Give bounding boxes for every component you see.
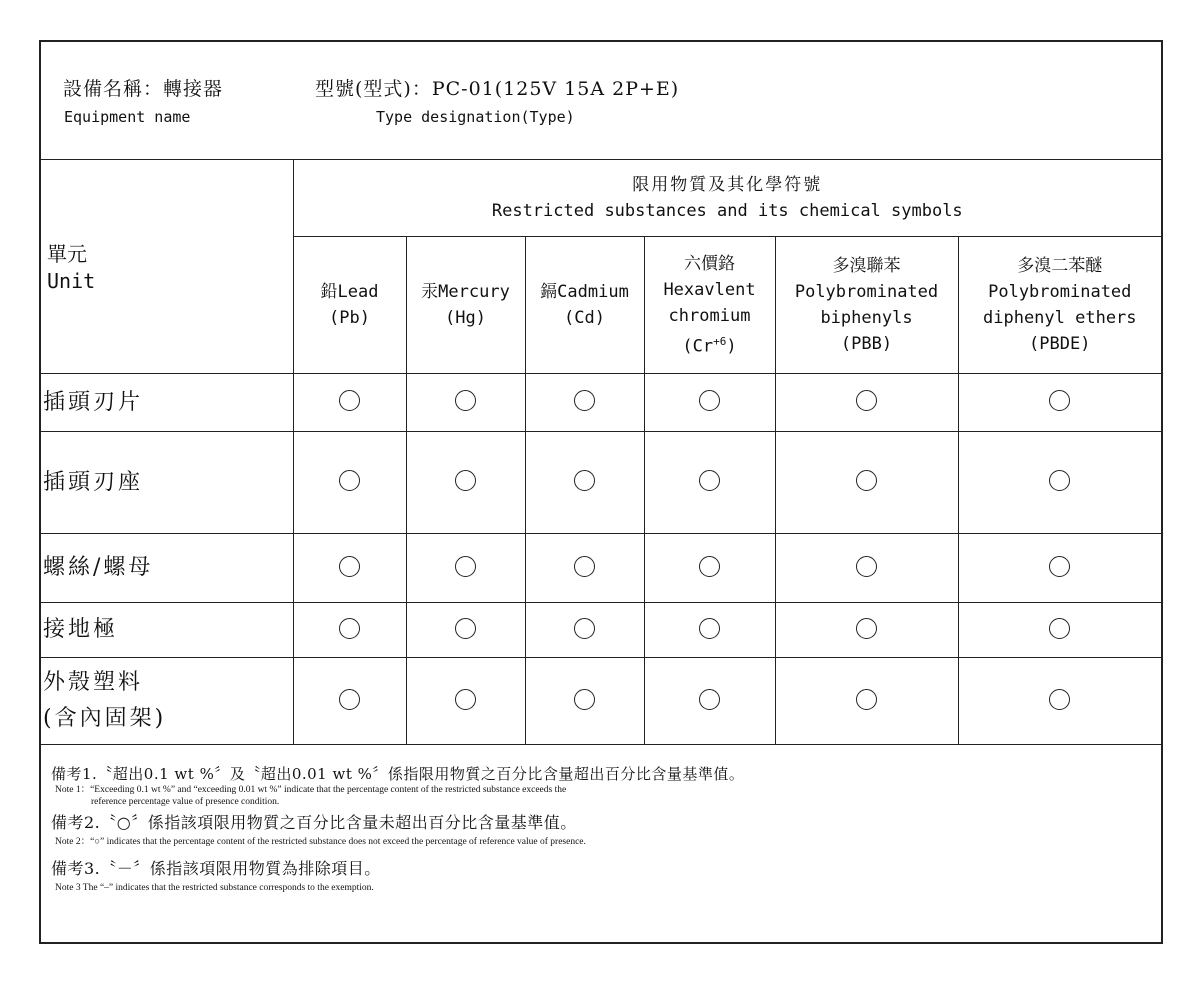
cell-cadmium-mark xyxy=(525,658,644,745)
column-pbb-zh: 多溴聯苯 xyxy=(832,256,901,276)
circle-mark-icon xyxy=(699,470,720,491)
circle-mark-icon xyxy=(1049,556,1070,577)
circle-mark-icon xyxy=(856,689,877,710)
row-label: 插頭刃片 xyxy=(41,374,293,432)
column-pbde-en-2: diphenyl ethers xyxy=(983,308,1137,328)
circle-mark-icon xyxy=(455,689,476,710)
cell-lead-mark xyxy=(293,603,406,658)
circle-mark-icon xyxy=(1049,689,1070,710)
cell-pbb-mark xyxy=(775,658,958,745)
circle-mark-icon xyxy=(455,618,476,639)
column-cadmium-symbol: (Cd) xyxy=(564,308,605,328)
column-mercury-symbol: (Hg) xyxy=(445,308,486,328)
note-3-zh: 備考3.〝－〞係指該項限用物質為排除項目。 xyxy=(51,859,381,878)
chromium-symbol-charge: +6 xyxy=(713,334,727,348)
restricted-substances-en: Restricted substances and its chemical symbols xyxy=(491,201,963,221)
circle-mark-icon xyxy=(574,390,595,411)
cell-pbb-mark xyxy=(775,603,958,658)
cell-pbde-mark xyxy=(958,603,1161,658)
restricted-substances-zh: 限用物質及其化學符號 xyxy=(632,175,823,195)
note-3-en: Note 3 The “–” indicates that the restricted substance corresponds to the exemption. xyxy=(55,883,374,893)
table-row xyxy=(41,658,1161,745)
circle-mark-icon xyxy=(574,556,595,577)
circle-mark-icon xyxy=(699,556,720,577)
cell-chromium-mark xyxy=(644,658,775,745)
row-label-line2: (含內固架) xyxy=(43,706,167,731)
column-cadmium xyxy=(525,237,644,374)
circle-mark-icon xyxy=(339,470,360,491)
circle-mark-icon xyxy=(856,390,877,411)
circle-mark-icon xyxy=(339,618,360,639)
note-1-en: Note 1：“Exceeding 0.1 wt %” and “exceeding 0.01 wt %” indicate that the percentage content of the restricted substance exceeds the xyxy=(55,785,567,795)
column-pbb-en-2: biphenyls xyxy=(820,308,913,328)
circle-mark-icon xyxy=(856,618,877,639)
cell-pbb-mark xyxy=(775,374,958,432)
unit-header-zh: 單元 xyxy=(47,241,87,266)
row-label: 插頭刃座 xyxy=(41,432,293,534)
table-row xyxy=(41,374,1161,432)
column-chromium-en-1: Hexavlent xyxy=(663,279,756,300)
circle-mark-icon xyxy=(699,618,720,639)
cell-cadmium-mark xyxy=(525,374,644,432)
cell-pbde-mark xyxy=(958,432,1161,534)
column-chromium-en-2: chromium xyxy=(668,305,751,326)
column-pbde xyxy=(958,237,1161,374)
circle-mark-icon xyxy=(574,689,595,710)
cell-cadmium-mark xyxy=(525,603,644,658)
cell-lead-mark xyxy=(293,374,406,432)
cell-pbb-mark xyxy=(775,534,958,603)
cell-lead-mark xyxy=(293,432,406,534)
column-mercury-name: 汞Mercury xyxy=(421,282,510,302)
note-1-zh: 備考1.〝超出0.1 wt %〞及〝超出0.01 wt %〞係指限用物質之百分比含量超出百分比含量基準值。 xyxy=(51,765,745,783)
cell-mercury-mark xyxy=(406,658,525,745)
cell-chromium-mark xyxy=(644,374,775,432)
type-designation-en: Type designation(Type) xyxy=(376,108,575,126)
cell-lead-mark xyxy=(293,534,406,603)
cell-cadmium-mark xyxy=(525,432,644,534)
cell-lead-mark xyxy=(293,658,406,745)
cell-cadmium-mark xyxy=(525,534,644,603)
column-chromium-zh: 六價鉻 xyxy=(684,253,735,274)
column-hexavalent-chromium xyxy=(644,237,775,374)
column-pbb-symbol: (PBB) xyxy=(840,334,893,354)
column-lead xyxy=(293,237,406,374)
table-row xyxy=(41,603,1161,658)
column-lead-name: 鉛Lead xyxy=(320,282,379,302)
row-label xyxy=(41,658,293,745)
column-pbb-en-1: Polybrominated xyxy=(794,282,939,302)
cell-mercury-mark xyxy=(406,603,525,658)
cell-pbb-mark xyxy=(775,432,958,534)
cell-pbde-mark xyxy=(958,534,1161,603)
circle-mark-icon xyxy=(574,618,595,639)
circle-mark-icon xyxy=(455,390,476,411)
cell-chromium-mark xyxy=(644,534,775,603)
column-pbde-zh: 多溴二苯醚 xyxy=(1017,256,1103,276)
column-chromium-symbol xyxy=(645,329,775,360)
table-row xyxy=(41,534,1161,603)
cell-pbde-mark xyxy=(958,658,1161,745)
circle-mark-icon xyxy=(574,470,595,491)
type-designation-zh: 型號(型式)：PC-01(125V 15A 2P+E) xyxy=(315,78,680,100)
equipment-name-en: Equipment name xyxy=(64,108,191,126)
circle-mark-icon xyxy=(1049,618,1070,639)
circle-mark-icon xyxy=(455,470,476,491)
circle-mark-icon xyxy=(339,390,360,411)
restricted-substances-table xyxy=(41,159,1161,745)
chromium-symbol-close: ) xyxy=(726,336,737,357)
circle-mark-icon xyxy=(699,689,720,710)
note-2-en: Note 2：“○” indicates that the percentage content of the restricted substance does not exceed the percentage of reference value of presence. xyxy=(55,837,586,847)
column-lead-symbol: (Pb) xyxy=(329,308,370,328)
cell-chromium-mark xyxy=(644,432,775,534)
cell-mercury-mark xyxy=(406,534,525,603)
column-pbb xyxy=(775,237,958,374)
column-pbde-symbol: (PBDE) xyxy=(1029,334,1091,354)
equipment-name-zh: 設備名稱：轉接器 xyxy=(63,78,224,100)
circle-mark-icon xyxy=(455,556,476,577)
circle-mark-icon xyxy=(856,556,877,577)
row-label: 螺絲/螺母 xyxy=(41,534,293,603)
circle-mark-icon xyxy=(1049,470,1070,491)
table-row xyxy=(41,432,1161,534)
row-label-line1: 外殼塑料 xyxy=(43,670,144,695)
circle-mark-icon xyxy=(339,556,360,577)
circle-mark-icon xyxy=(856,470,877,491)
circle-mark-icon xyxy=(1049,390,1070,411)
note-1-en-cont: reference percentage value of presence condition. xyxy=(91,797,280,807)
cell-pbde-mark xyxy=(958,374,1161,432)
note-2-zh: 備考2.〝○〞係指該項限用物質之百分比含量未超出百分比含量基準值。 xyxy=(51,813,577,832)
cell-chromium-mark xyxy=(644,603,775,658)
rohs-declaration-sheet xyxy=(39,40,1163,944)
column-mercury xyxy=(406,237,525,374)
column-pbde-en-1: Polybrominated xyxy=(988,282,1132,302)
chromium-symbol-base: (Cr xyxy=(682,336,714,357)
column-cadmium-name: 鎘Cadmium xyxy=(540,282,629,302)
circle-mark-icon xyxy=(339,689,360,710)
restricted-substances-header xyxy=(293,160,1161,237)
row-label: 接地極 xyxy=(41,603,293,658)
unit-header xyxy=(41,160,293,374)
cell-mercury-mark xyxy=(406,374,525,432)
cell-mercury-mark xyxy=(406,432,525,534)
circle-mark-icon xyxy=(699,390,720,411)
unit-header-en: Unit xyxy=(47,268,96,293)
notes-section xyxy=(51,764,1151,894)
